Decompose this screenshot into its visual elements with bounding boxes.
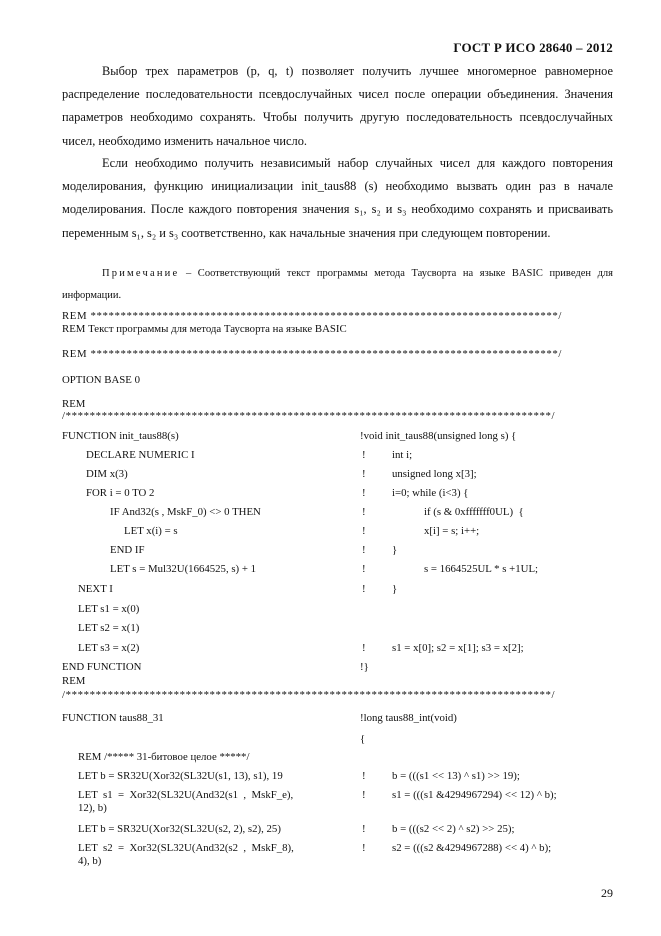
- code-bang: !: [362, 449, 366, 461]
- code-bang: !: [362, 563, 366, 575]
- code-c-declare: int i;: [392, 449, 413, 461]
- code-rem-stars-1: REM ******************************************************************************/: [62, 310, 562, 322]
- code-c-close-if: }: [392, 544, 398, 556]
- code-rem-title: REM Текст программы для метода Таусворта на языке BASIC: [62, 323, 347, 335]
- note-text: – Соответствующий текст программы метода Таусворта на языке BASIC приведен для информации.: [62, 268, 613, 301]
- code-bang: !: [362, 642, 366, 654]
- code-c-while: i=0; while (i<3) {: [392, 487, 469, 499]
- code-bang: !: [362, 525, 366, 537]
- code-bang: !: [362, 468, 366, 480]
- code-for: FOR i = 0 TO 2: [86, 487, 155, 499]
- note: [62, 263, 613, 306]
- paragraph-1-text: Выбор трех параметров (p, q, t) позволяет получить лучшее многомерное равномерное распределение последовательности псевдослучайных чисел после операции объединения. Значения параметров необходимо сохранять. Чтобы получить другую последовательность псевдослучайных чисел, необходимо изменить начальное число.: [62, 64, 613, 148]
- code-let-s2: LET s2 = x(1): [78, 622, 140, 634]
- code-let-s1x-cont: 12), b): [78, 802, 107, 814]
- code-c-close-while: }: [392, 583, 398, 595]
- paragraph-1: [62, 60, 613, 153]
- code-bang: !: [362, 842, 366, 854]
- code-dim: DIM x(3): [86, 468, 128, 480]
- code-let-x: LET x(i) = s: [124, 525, 178, 537]
- code-let-s: LET s = Mul32U(1664525, s) + 1: [110, 563, 257, 575]
- code-end-if: END IF: [110, 544, 145, 556]
- code-bang: !: [362, 506, 366, 518]
- code-c-b2: b = (((s2 << 2) ^ s2) >> 25);: [392, 823, 515, 835]
- code-declare: DECLARE NUMERIC I: [86, 449, 195, 461]
- document-header: ГОСТ Р ИСО 28640 – 2012: [453, 40, 613, 55]
- code-c-close-func: !}: [360, 661, 369, 673]
- code-next: NEXT I: [78, 583, 113, 595]
- code-function-taus: FUNCTION taus88_31: [62, 712, 164, 724]
- code-c-s1x: s1 = (((s1 &4294967294) << 12) ^ b);: [392, 789, 557, 801]
- code-bang: !: [362, 487, 366, 499]
- code-rem-4: REM: [62, 675, 86, 687]
- code-c-open-brace: {: [360, 733, 366, 745]
- code-let-s1: LET s1 = x(0): [78, 603, 140, 615]
- code-rem-3: REM: [62, 398, 86, 410]
- code-stars-1: /*********************************************************************************/: [62, 410, 556, 422]
- code-let-s3: LET s3 = x(2): [78, 642, 140, 654]
- code-bang: !: [362, 544, 366, 556]
- code-let-b2: LET b = SR32U(Xor32(SL32U(s2, 2), s2), 25): [78, 823, 281, 835]
- code-c-let-s: s = 1664525UL * s +1UL;: [424, 563, 539, 575]
- code-c-assign-s: s1 = x[0]; s2 = x[1]; s3 = x[2];: [392, 642, 524, 654]
- code-c-function-taus: !long taus88_int(void): [360, 712, 457, 724]
- paragraph-2-text: Если необходимо получить независимый набор случайных чисел для каждого повторения моделирования, функцию инициализации init_taus88 (s) необходимо вызвать один раз в начале моделирования. После каждого повторения значения s₁, s₂ и s₃ необходимо сохранять и присваивать переменным s₁, s₂ и s₃ соответственно, как начальные значения при следующем повторении.: [62, 156, 613, 240]
- code-end-function: END FUNCTION: [62, 661, 142, 673]
- code-c-assign-x: x[i] = s; i++;: [424, 525, 480, 537]
- code-rem-stars-2: REM ******************************************************************************/: [62, 348, 562, 360]
- paragraph-2: [62, 152, 613, 245]
- code-c-s2x: s2 = (((s2 &4294967288) << 4) ^ b);: [392, 842, 552, 854]
- code-c-if: if (s & 0xfffffff0UL) {: [424, 506, 524, 518]
- note-label: Примечание: [102, 268, 180, 279]
- code-c-function-init: !void init_taus88(unsigned long s) {: [360, 430, 517, 442]
- page-number: 29: [601, 886, 613, 900]
- code-let-s2x: LET s2 = Xor32(SL32U(And32(s2 , MskF_8),: [78, 842, 294, 854]
- code-bang: !: [362, 770, 366, 782]
- code-let-s2x-cont: 4), b): [78, 855, 102, 867]
- code-c-dim: unsigned long x[3];: [392, 468, 477, 480]
- code-c-b1: b = (((s1 << 13) ^ s1) >> 19);: [392, 770, 520, 782]
- code-bang: !: [362, 789, 366, 801]
- code-option-base: OPTION BASE 0: [62, 374, 140, 386]
- code-let-b1: LET b = SR32U(Xor32(SL32U(s1, 13), s1), 19: [78, 770, 283, 782]
- code-function-init: FUNCTION init_taus88(s): [62, 430, 179, 442]
- code-bang: !: [362, 823, 366, 835]
- code-stars-2: /*********************************************************************************/: [62, 689, 556, 701]
- code-bang: !: [362, 583, 366, 595]
- code-rem-31bit: REM /***** 31-битовое целое *****/: [78, 751, 250, 763]
- code-let-s1x: LET s1 = Xor32(SL32U(And32(s1 , MskF_e),: [78, 789, 294, 801]
- code-if: IF And32(s , MskF_0) <> 0 THEN: [110, 506, 261, 518]
